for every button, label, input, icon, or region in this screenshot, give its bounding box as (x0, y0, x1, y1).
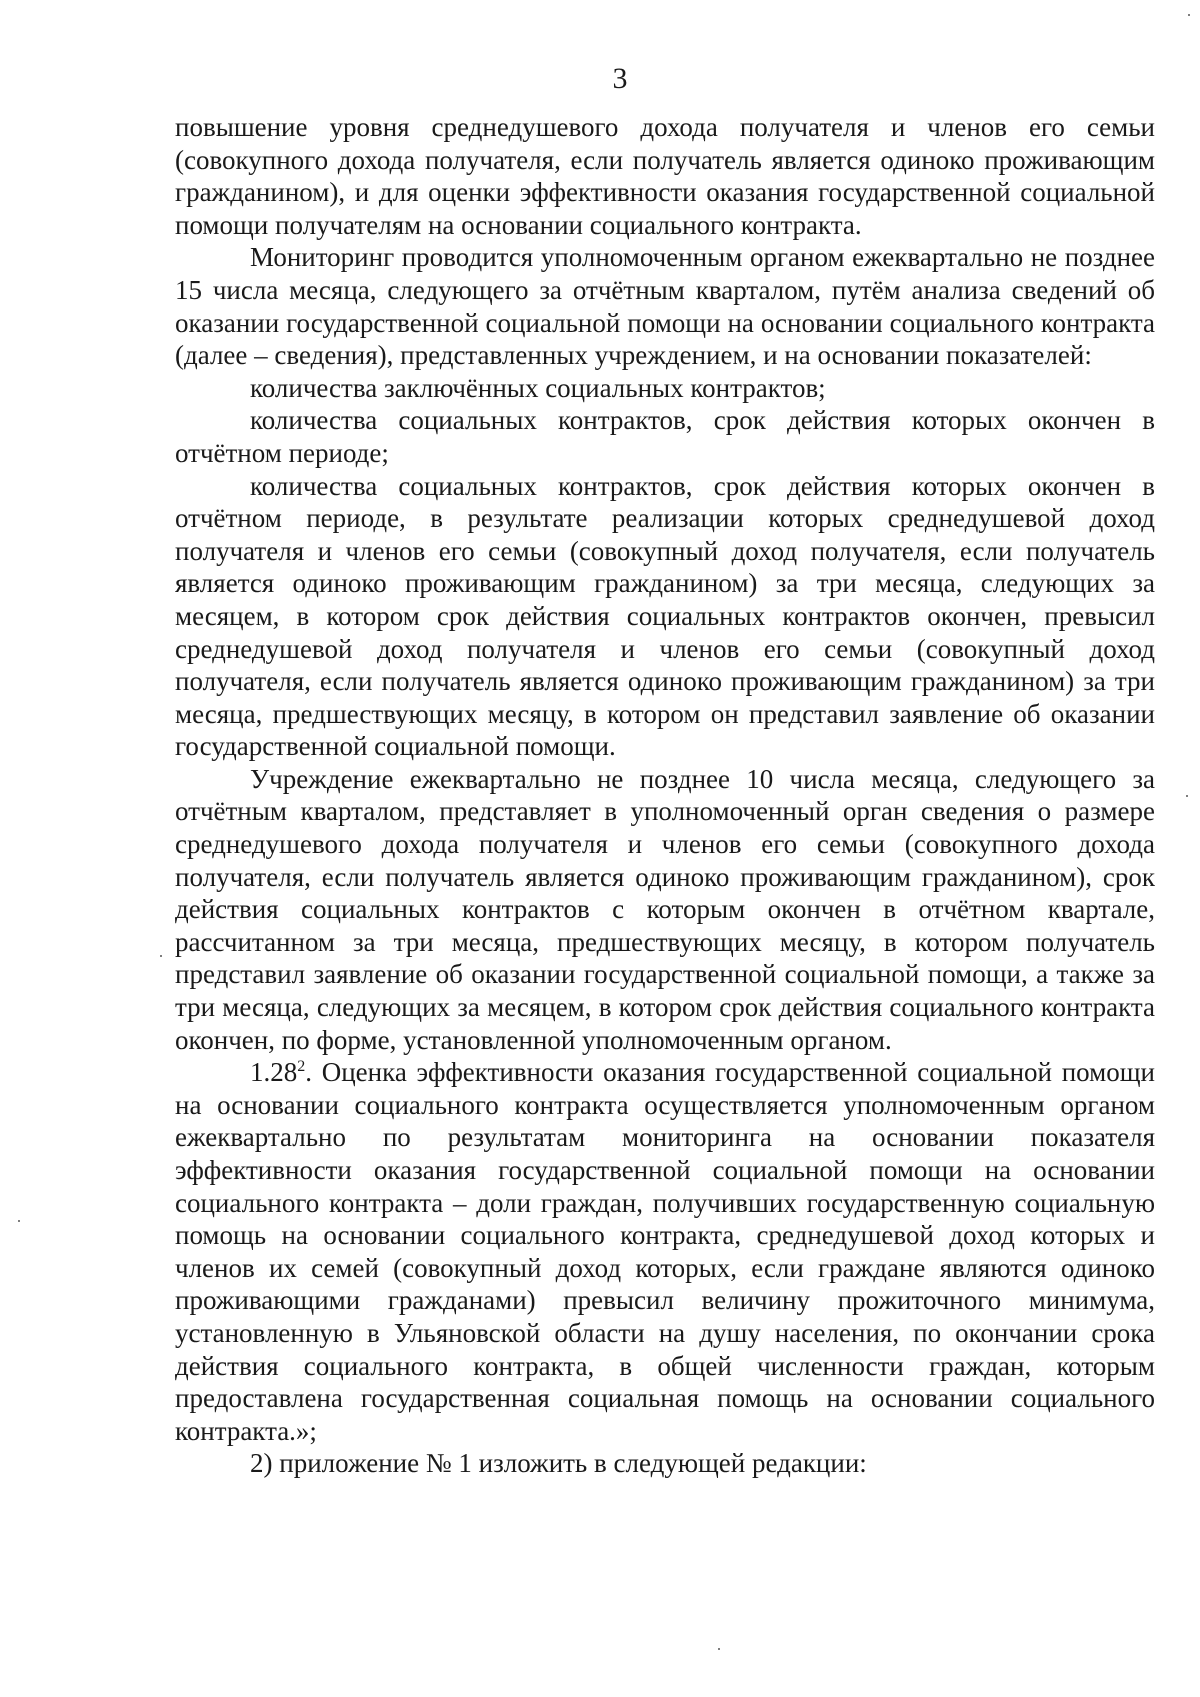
item-text: . Оценка эффективности оказания государственной социальной помощи на основании социального контракта осуществляется уполномоченным органом ежеквартально по результатам мониторинга на основании показателя эффективности оказания государственной социальной помощи на основании социального контракта – доли граждан, получивших государственную социальную помощь на основании социального контракта, среднедушевой доход которых и членов их семей (совокупный доход которых, если граждане являются одиноко проживающими гражданами) превысил величину прожиточного минимума, установленную в Ульяновской области на душу населения, по окончании срока действия социального контракта, в общей численности граждан, которым предоставлена государственная социальная помощь на основании социального контракта.»; (175, 1057, 1155, 1446)
scan-speck (18, 1220, 20, 1222)
paragraph-monitoring: Мониторинг проводится уполномоченным органом ежеквартально не позднее 15 числа месяца, следующего за отчётным кварталом, путём анализа сведений об оказании государственной социальной помощи на основании социального контракта (далее – сведения), представленных учреждением, и на основании показателей: (175, 242, 1155, 371)
scan-speck (718, 1648, 720, 1650)
paragraph-indicator-expired: количества социальных контрактов, срок действия которых окончен в отчётном периоде; (175, 405, 1155, 468)
paragraph-appendix-amendment: 2) приложение № 1 изложить в следующей редакции: (250, 1448, 867, 1479)
paragraph-item-1-28-2 (175, 1056, 1155, 1447)
paragraph-continuation: повышение уровня среднедушевого дохода получателя и членов его семьи (совокупного дохода получателя, если получатель является одиноко проживающим гражданином), и для оценки эффективности оказания государственной социальной помощи получателям на основании социального контракта. (175, 112, 1155, 240)
paragraph-institution-reporting: Учреждение ежеквартально не позднее 10 числа месяца, следующего за отчётным кварталом, представляет в уполномоченный орган сведения о размере среднедушевого дохода получателя и членов его семьи (совокупного дохода получателя, если получатель является одиноко проживающим гражданином), срок действия социальных контрактов с которым окончен в отчётном квартале, рассчитанном за три месяца, предшествующих месяцу, в котором получатель представил заявление об оказании государственной социальной помощи, а также за три месяца, следующих за месяцем, в котором срок действия социального контракта окончен, по форме, установленной уполномоченным органом. (175, 763, 1155, 1055)
item-number: 1.28$^2$ (250, 1057, 306, 1088)
paragraph-indicator-concluded: количества заключённых социальных контрактов; (250, 372, 826, 403)
paragraph-indicator-income-growth: количества социальных контрактов, срок действия которых окончен в отчётном периоде, в результате реализации которых среднедушевой доход получателя и членов его семьи (совокупный доход получателя, если получатель является одиноко проживающим гражданином) за три месяца, следующих за месяцем, в котором срок действия социальных контрактов окончен, превысил среднедушевой доход получателя и членов его семьи (совокупный доход получателя, если получатель является одиноко проживающим гражданином) за три месяца, предшествующих месяцу, в котором он представил заявление об оказании государственной социальной помощи. (175, 470, 1155, 762)
document-body (175, 111, 1155, 1480)
scan-speck (160, 955, 162, 957)
scan-speck (1188, 14, 1190, 16)
scan-speck (1186, 795, 1188, 797)
page-number: 3 (612, 62, 628, 95)
